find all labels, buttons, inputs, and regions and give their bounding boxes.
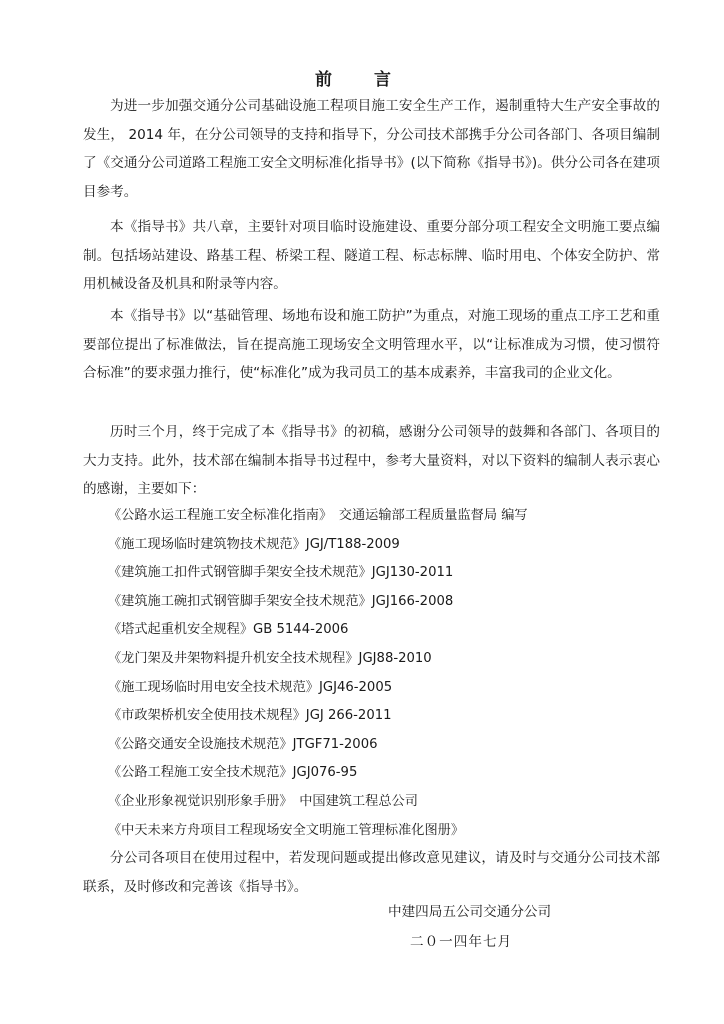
reference-item: 《建筑施工碗扣式钢管脚手架安全技术规范》JGJ166-2008 bbox=[108, 593, 454, 609]
reference-item: 《施工现场临时用电安全技术规范》JGJ46-2005 bbox=[108, 679, 393, 695]
signature-date: 二０一四年七月 bbox=[410, 934, 513, 950]
reference-item: 《塔式起重机安全规程》GB 5144-2006 bbox=[108, 622, 349, 638]
preface-paragraph-3: 本《指导书》以“基础管理、场地布设和施工防护”为重点，对施工现场的重点工序工艺和重要部位提出了标准做法，旨在提高施工现场安全文明管理水平，以“让标准成为习惯，使习惯符合标准”的要求强力推行，使“标准化”成为我司员工的基本成素养，丰富我司的企业文化。 bbox=[83, 308, 660, 382]
reference-item: 《公路水运工程施工安全标准化指南》 交通运输部工程质量监督局 编写 bbox=[108, 508, 528, 523]
preface-paragraph-5: 分公司各项目在使用过程中，若发现问题或提出修改意见建议，请及时与交通分公司技术部联系，及时修改和完善该《指导书》。 bbox=[83, 850, 660, 895]
preface-paragraph-4: 历时三个月，终于完成了本《指导书》的初稿，感谢分公司领导的鼓舞和各部门、各项目的大力支持。此外，技术部在编制本指导书过程中，参考大量资料，对以下资料的编制人表示衷心的感谢，主要如下： bbox=[83, 424, 660, 498]
signature-organization: 中建四局五公司交通分公司 bbox=[388, 904, 552, 920]
reference-item: 《中天未来方舟项目工程现场安全文明施工管理标准化图册》 bbox=[108, 822, 465, 838]
reference-item: 《市政架桥机安全使用技术规程》JGJ 266-2011 bbox=[108, 708, 392, 724]
reference-item: 《公路工程施工安全技术规范》JGJ076-95 bbox=[108, 765, 358, 781]
preface-paragraph-1: 为进一步加强交通分公司基础设施工程项目施工安全生产工作，遏制重特大生产安全事故的发生， 2014 年，在分公司领导的支持和指导下，分公司技术部携手分公司各部门、各项目编制了《交通分公司道路工程施工安全文明标准化指导书》(以下简称《指导书》)。供分公司各在建项目参考。 bbox=[83, 98, 660, 200]
page-title: 前 言 bbox=[315, 70, 409, 90]
preface-paragraph-2: 本《指导书》共八章，主要针对项目临时设施建设、重要分部分项工程安全文明施工要点编制。包括场站建设、路基工程、桥梁工程、隧道工程、标志标牌、临时用电、个体安全防护、常用机械设备及机具和附录等内容。 bbox=[83, 219, 660, 293]
reference-item: 《建筑施工扣件式钢管脚手架安全技术规范》JGJ130-2011 bbox=[108, 565, 454, 581]
reference-item: 《企业形象视觉识别形象手册》 中国建筑工程总公司 bbox=[108, 793, 418, 809]
reference-item: 《公路交通安全设施技术规范》JTGF71-2006 bbox=[108, 736, 378, 752]
reference-item: 《龙门架及井架物料提升机安全技术规程》JGJ88-2010 bbox=[108, 650, 432, 666]
reference-list bbox=[108, 502, 668, 845]
reference-item: 《施工现场临时建筑物技术规范》JGJ/T188-2009 bbox=[108, 536, 400, 552]
